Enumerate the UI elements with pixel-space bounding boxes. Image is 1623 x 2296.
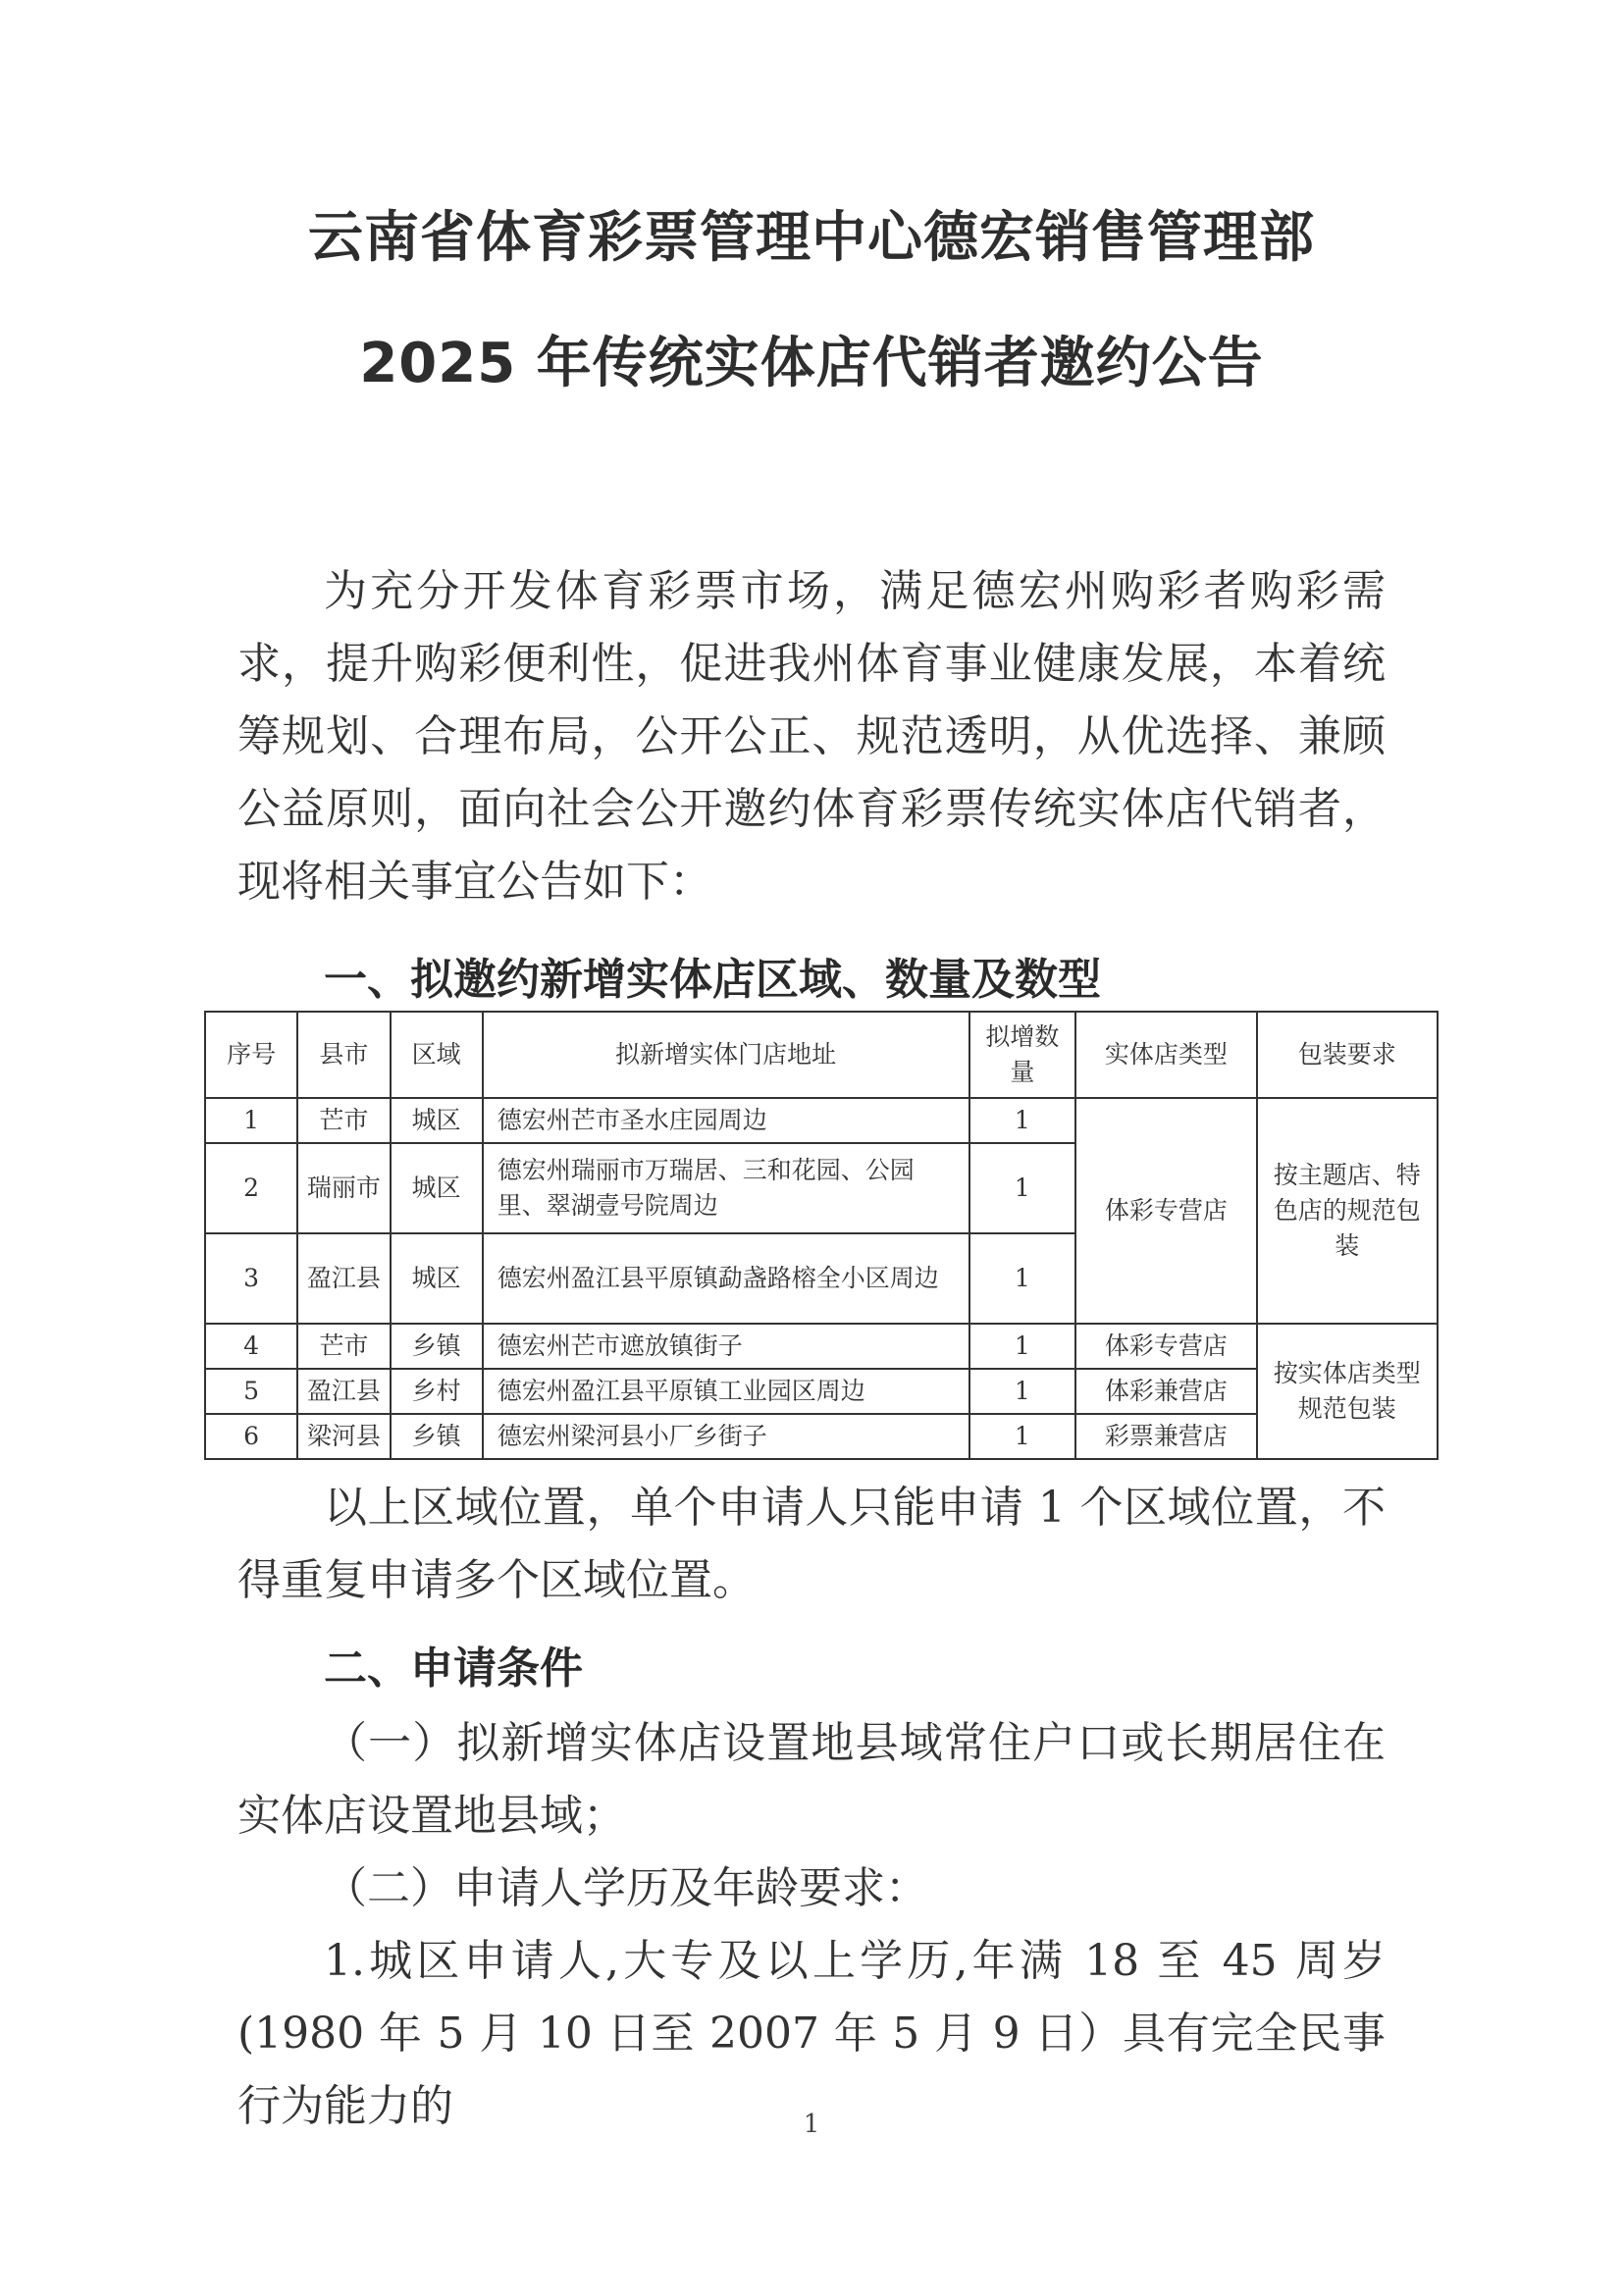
section1-heading: 一、拟邀约新增实体店区域、数量及数型 — [324, 955, 1101, 1005]
page-number: 1 — [803, 2110, 820, 2139]
cell-no: 2 — [205, 1143, 297, 1233]
cell-address: 德宏州瑞丽市万瑞居、三和花园、公园里、翠湖壹号院周边 — [483, 1143, 969, 1233]
table-header-row — [205, 1012, 1438, 1098]
cell-no: 4 — [205, 1324, 297, 1369]
cell-packaging-merged-1: 按主题店、特色店的规范包装 — [1257, 1098, 1438, 1324]
table-row — [205, 1324, 1438, 1369]
table-row — [205, 1369, 1438, 1414]
cell-address: 德宏州盈江县平原镇勐盏路榕全小区周边 — [483, 1233, 969, 1324]
cell-area: 城区 — [391, 1098, 483, 1143]
cell-qty: 1 — [969, 1143, 1076, 1233]
header-cell-qty: 拟增数量 — [969, 1012, 1076, 1098]
cell-county: 瑞丽市 — [297, 1143, 390, 1233]
header-cell-address: 拟新增实体门店地址 — [483, 1012, 969, 1098]
intro-paragraph: 为充分开发体育彩票市场，满足德宏州购彩者购彩需求，提升购彩便利性，促进我州体育事业健康发展，本着统筹规划、合理布局，公开公正、规范透明，从优选择、兼顾公益原则，面向社会公开邀约体育彩票传统实体店代销者，现将相关事宜公告如下： — [237, 566, 1386, 907]
cell-area: 城区 — [391, 1143, 483, 1233]
table-row — [205, 1098, 1438, 1143]
cell-type-merged: 体彩专营店 — [1075, 1098, 1256, 1324]
header-cell-type: 实体店类型 — [1075, 1012, 1256, 1098]
cell-type: 体彩专营店 — [1075, 1324, 1256, 1369]
cell-no: 5 — [205, 1369, 297, 1414]
cell-county: 盈江县 — [297, 1369, 390, 1414]
cell-county: 盈江县 — [297, 1233, 390, 1324]
cell-qty: 1 — [969, 1233, 1076, 1324]
condition-2-item-1: 1.城区申请人,大专及以上学历,年满 18 至 45 周岁(1980 年 5 月 10 日至 2007 年 5 月 9 日）具有完全民事行为能力的 — [237, 1936, 1386, 2131]
regions-table — [204, 1011, 1439, 1460]
header-cell-no: 序号 — [205, 1012, 297, 1098]
cell-address: 德宏州盈江县平原镇工业园区周边 — [483, 1369, 969, 1414]
cell-area: 乡镇 — [391, 1324, 483, 1369]
cell-address: 德宏州芒市圣水庄园周边 — [483, 1098, 969, 1143]
table-row — [205, 1414, 1438, 1459]
cell-area: 乡村 — [391, 1369, 483, 1414]
cell-area: 乡镇 — [391, 1414, 483, 1459]
cell-county: 芒市 — [297, 1324, 390, 1369]
after-table-paragraph: 以上区域位置，单个申请人只能申请 1 个区域位置，不得重复申请多个区域位置。 — [237, 1483, 1386, 1605]
header-cell-area: 区域 — [391, 1012, 483, 1098]
cell-county: 梁河县 — [297, 1414, 390, 1459]
header-cell-county: 县市 — [297, 1012, 390, 1098]
cell-no: 6 — [205, 1414, 297, 1459]
cell-qty: 1 — [969, 1369, 1076, 1414]
cell-packaging-merged-2: 按实体店类型规范包装 — [1257, 1324, 1438, 1459]
cell-qty: 1 — [969, 1098, 1076, 1143]
document-title-line2: 2025 年传统实体店代销者邀约公告 — [359, 332, 1264, 395]
cell-area: 城区 — [391, 1233, 483, 1324]
cell-qty: 1 — [969, 1414, 1076, 1459]
cell-address: 德宏州梁河县小厂乡街子 — [483, 1414, 969, 1459]
condition-1: （一）拟新增实体店设置地县域常住户口或长期居住在实体店设置地县域； — [237, 1718, 1386, 1841]
header-cell-packaging: 包装要求 — [1257, 1012, 1438, 1098]
document-title-line1: 云南省体育彩票管理中心德宏销售管理部 — [308, 206, 1315, 270]
condition-2: （二）申请人学历及年龄要求： — [324, 1863, 928, 1913]
cell-county: 芒市 — [297, 1098, 390, 1143]
cell-address: 德宏州芒市遮放镇街子 — [483, 1324, 969, 1369]
cell-no: 1 — [205, 1098, 297, 1143]
cell-type: 体彩兼营店 — [1075, 1369, 1256, 1414]
cell-qty: 1 — [969, 1324, 1076, 1369]
section2-heading: 二、申请条件 — [324, 1644, 583, 1694]
cell-no: 3 — [205, 1233, 297, 1324]
cell-type: 彩票兼营店 — [1075, 1414, 1256, 1459]
